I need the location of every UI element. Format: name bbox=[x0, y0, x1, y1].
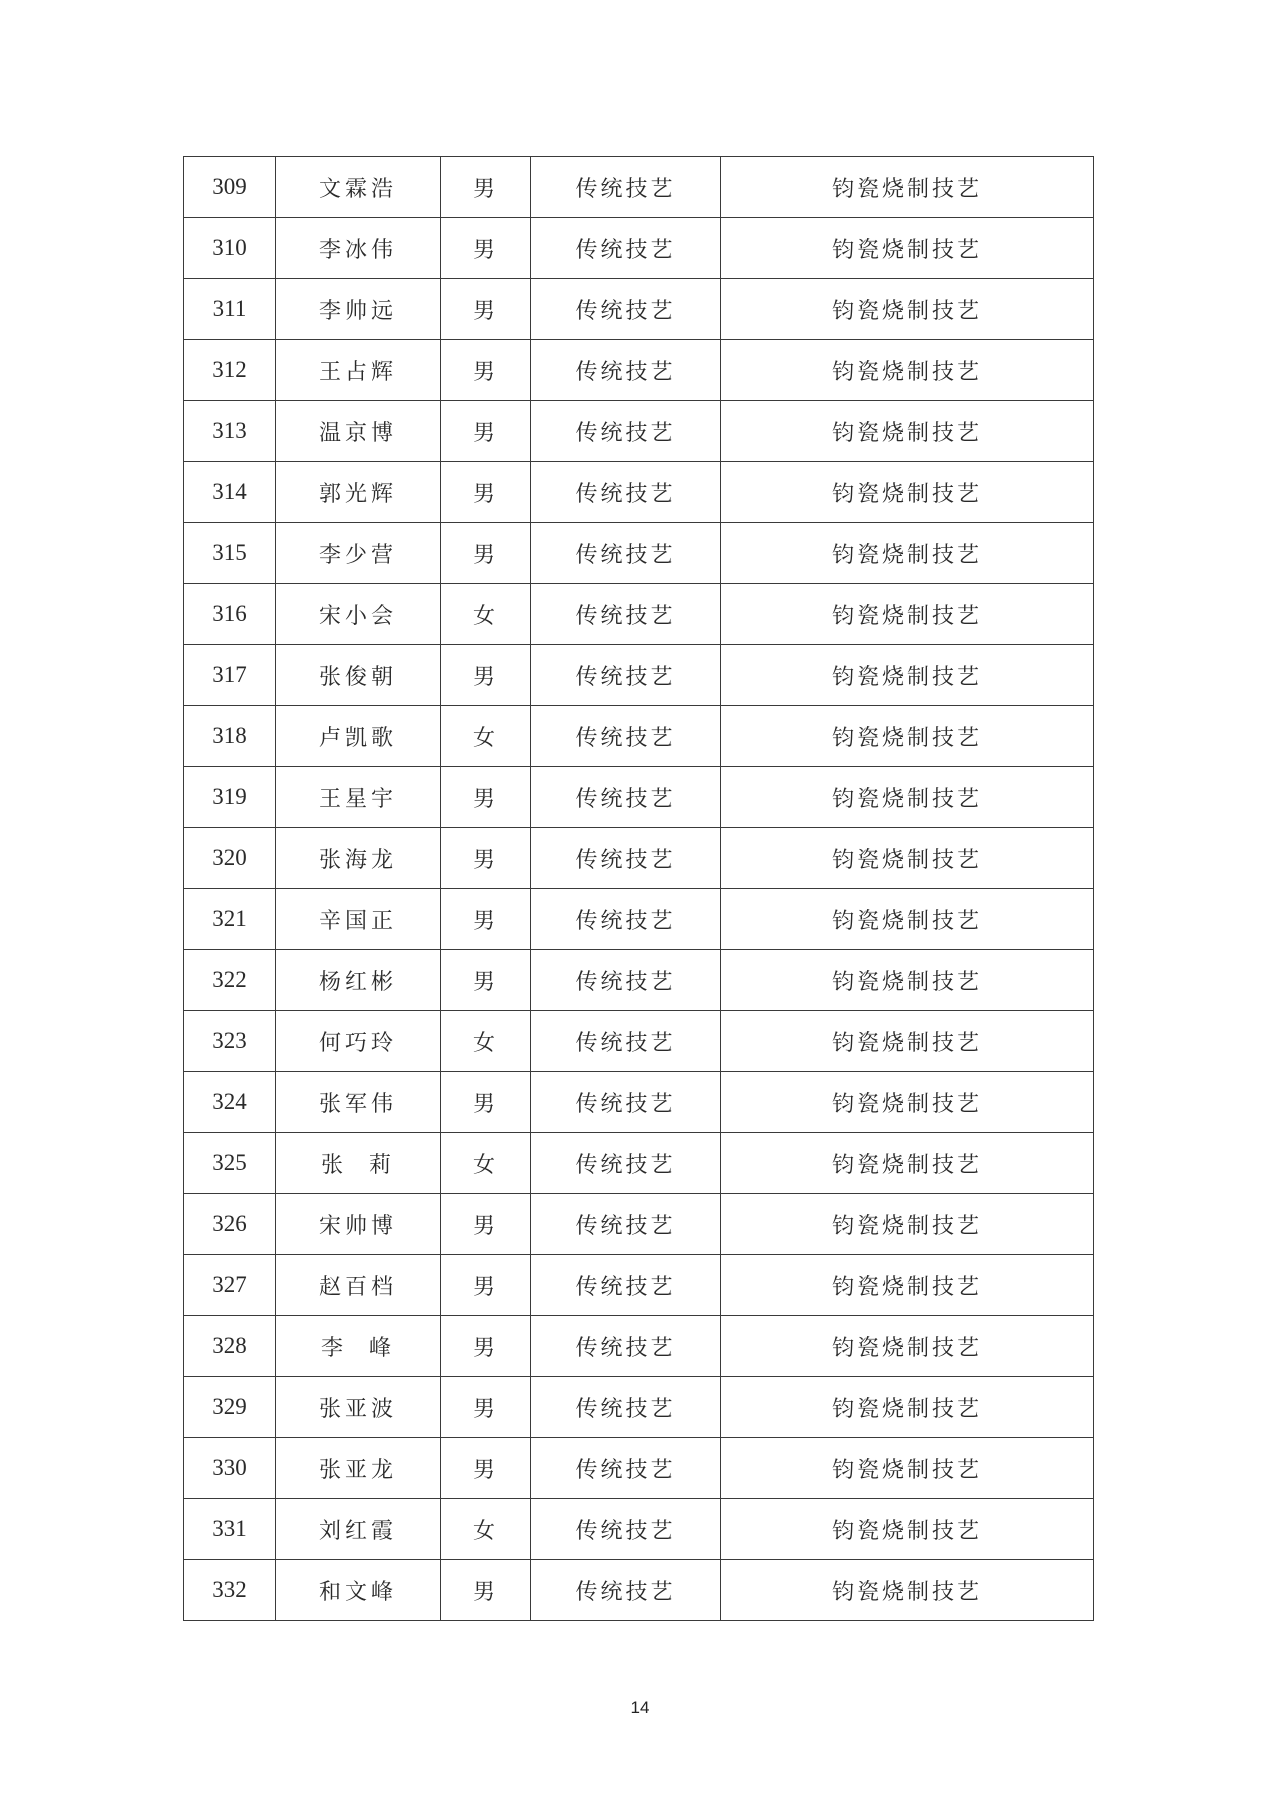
project-cell: 钧瓷烧制技艺 bbox=[721, 157, 1094, 218]
project-cell: 钧瓷烧制技艺 bbox=[721, 401, 1094, 462]
gender-cell: 男 bbox=[441, 1316, 531, 1377]
name-cell: 李少营 bbox=[276, 523, 441, 584]
table-row bbox=[184, 279, 1094, 340]
category-cell: 传统技艺 bbox=[531, 401, 721, 462]
table-row bbox=[184, 889, 1094, 950]
row-number-cell: 332 bbox=[184, 1560, 276, 1621]
category-cell: 传统技艺 bbox=[531, 462, 721, 523]
row-number-cell: 322 bbox=[184, 950, 276, 1011]
project-cell: 钧瓷烧制技艺 bbox=[721, 1499, 1094, 1560]
row-number-cell: 309 bbox=[184, 157, 276, 218]
project-cell: 钧瓷烧制技艺 bbox=[721, 1560, 1094, 1621]
category-cell: 传统技艺 bbox=[531, 279, 721, 340]
category-cell: 传统技艺 bbox=[531, 767, 721, 828]
project-cell: 钧瓷烧制技艺 bbox=[721, 767, 1094, 828]
row-number-cell: 312 bbox=[184, 340, 276, 401]
gender-cell: 男 bbox=[441, 1377, 531, 1438]
project-cell: 钧瓷烧制技艺 bbox=[721, 340, 1094, 401]
table-row bbox=[184, 1255, 1094, 1316]
name-cell: 张 莉 bbox=[276, 1133, 441, 1194]
category-cell: 传统技艺 bbox=[531, 706, 721, 767]
gender-cell: 女 bbox=[441, 706, 531, 767]
name-cell: 郭光辉 bbox=[276, 462, 441, 523]
category-cell: 传统技艺 bbox=[531, 157, 721, 218]
row-number-cell: 315 bbox=[184, 523, 276, 584]
row-number-cell: 329 bbox=[184, 1377, 276, 1438]
project-cell: 钧瓷烧制技艺 bbox=[721, 584, 1094, 645]
name-cell: 李 峰 bbox=[276, 1316, 441, 1377]
row-number-cell: 313 bbox=[184, 401, 276, 462]
project-cell: 钧瓷烧制技艺 bbox=[721, 523, 1094, 584]
name-cell: 文霖浩 bbox=[276, 157, 441, 218]
gender-cell: 男 bbox=[441, 889, 531, 950]
category-cell: 传统技艺 bbox=[531, 1560, 721, 1621]
table-row bbox=[184, 523, 1094, 584]
row-number-cell: 314 bbox=[184, 462, 276, 523]
gender-cell: 男 bbox=[441, 462, 531, 523]
row-number-cell: 311 bbox=[184, 279, 276, 340]
gender-cell: 女 bbox=[441, 1011, 531, 1072]
gender-cell: 男 bbox=[441, 218, 531, 279]
name-cell: 张军伟 bbox=[276, 1072, 441, 1133]
row-number-cell: 321 bbox=[184, 889, 276, 950]
name-cell: 卢凯歌 bbox=[276, 706, 441, 767]
project-cell: 钧瓷烧制技艺 bbox=[721, 1255, 1094, 1316]
gender-cell: 男 bbox=[441, 1072, 531, 1133]
category-cell: 传统技艺 bbox=[531, 1011, 721, 1072]
name-cell: 张海龙 bbox=[276, 828, 441, 889]
project-cell: 钧瓷烧制技艺 bbox=[721, 1133, 1094, 1194]
gender-cell: 男 bbox=[441, 950, 531, 1011]
table-row bbox=[184, 767, 1094, 828]
table-row bbox=[184, 218, 1094, 279]
inheritor-roster-table bbox=[183, 156, 1094, 1621]
project-cell: 钧瓷烧制技艺 bbox=[721, 218, 1094, 279]
gender-cell: 男 bbox=[441, 279, 531, 340]
table-row bbox=[184, 340, 1094, 401]
name-cell: 张亚波 bbox=[276, 1377, 441, 1438]
row-number-cell: 327 bbox=[184, 1255, 276, 1316]
category-cell: 传统技艺 bbox=[531, 523, 721, 584]
project-cell: 钧瓷烧制技艺 bbox=[721, 1377, 1094, 1438]
category-cell: 传统技艺 bbox=[531, 1499, 721, 1560]
row-number-cell: 330 bbox=[184, 1438, 276, 1499]
project-cell: 钧瓷烧制技艺 bbox=[721, 828, 1094, 889]
category-cell: 传统技艺 bbox=[531, 1255, 721, 1316]
name-cell: 温京博 bbox=[276, 401, 441, 462]
category-cell: 传统技艺 bbox=[531, 584, 721, 645]
category-cell: 传统技艺 bbox=[531, 1194, 721, 1255]
table-row bbox=[184, 950, 1094, 1011]
name-cell: 王星宇 bbox=[276, 767, 441, 828]
table-row bbox=[184, 1072, 1094, 1133]
category-cell: 传统技艺 bbox=[531, 950, 721, 1011]
gender-cell: 男 bbox=[441, 1438, 531, 1499]
name-cell: 辛国正 bbox=[276, 889, 441, 950]
table-row bbox=[184, 157, 1094, 218]
name-cell: 杨红彬 bbox=[276, 950, 441, 1011]
table-row bbox=[184, 1316, 1094, 1377]
gender-cell: 男 bbox=[441, 401, 531, 462]
project-cell: 钧瓷烧制技艺 bbox=[721, 706, 1094, 767]
row-number-cell: 323 bbox=[184, 1011, 276, 1072]
gender-cell: 男 bbox=[441, 767, 531, 828]
table-row bbox=[184, 1377, 1094, 1438]
gender-cell: 女 bbox=[441, 584, 531, 645]
row-number-cell: 328 bbox=[184, 1316, 276, 1377]
project-cell: 钧瓷烧制技艺 bbox=[721, 1316, 1094, 1377]
row-number-cell: 318 bbox=[184, 706, 276, 767]
name-cell: 李帅远 bbox=[276, 279, 441, 340]
project-cell: 钧瓷烧制技艺 bbox=[721, 1194, 1094, 1255]
category-cell: 传统技艺 bbox=[531, 1377, 721, 1438]
gender-cell: 女 bbox=[441, 1133, 531, 1194]
gender-cell: 男 bbox=[441, 340, 531, 401]
project-cell: 钧瓷烧制技艺 bbox=[721, 1438, 1094, 1499]
project-cell: 钧瓷烧制技艺 bbox=[721, 462, 1094, 523]
table-row bbox=[184, 1194, 1094, 1255]
name-cell: 何巧玲 bbox=[276, 1011, 441, 1072]
name-cell: 赵百档 bbox=[276, 1255, 441, 1316]
category-cell: 传统技艺 bbox=[531, 1438, 721, 1499]
row-number-cell: 317 bbox=[184, 645, 276, 706]
category-cell: 传统技艺 bbox=[531, 340, 721, 401]
category-cell: 传统技艺 bbox=[531, 1072, 721, 1133]
category-cell: 传统技艺 bbox=[531, 889, 721, 950]
row-number-cell: 310 bbox=[184, 218, 276, 279]
category-cell: 传统技艺 bbox=[531, 645, 721, 706]
category-cell: 传统技艺 bbox=[531, 828, 721, 889]
gender-cell: 男 bbox=[441, 1255, 531, 1316]
row-number-cell: 325 bbox=[184, 1133, 276, 1194]
name-cell: 张亚龙 bbox=[276, 1438, 441, 1499]
row-number-cell: 320 bbox=[184, 828, 276, 889]
gender-cell: 男 bbox=[441, 157, 531, 218]
table-row bbox=[184, 584, 1094, 645]
table-row bbox=[184, 401, 1094, 462]
name-cell: 刘红霞 bbox=[276, 1499, 441, 1560]
gender-cell: 男 bbox=[441, 1194, 531, 1255]
project-cell: 钧瓷烧制技艺 bbox=[721, 1072, 1094, 1133]
gender-cell: 男 bbox=[441, 523, 531, 584]
category-cell: 传统技艺 bbox=[531, 1316, 721, 1377]
table-row bbox=[184, 462, 1094, 523]
category-cell: 传统技艺 bbox=[531, 1133, 721, 1194]
category-cell: 传统技艺 bbox=[531, 218, 721, 279]
table-row bbox=[184, 1438, 1094, 1499]
name-cell: 宋帅博 bbox=[276, 1194, 441, 1255]
page-number: 14 bbox=[630, 1698, 650, 1717]
name-cell: 宋小会 bbox=[276, 584, 441, 645]
roster-table-body bbox=[184, 157, 1094, 1621]
table-row bbox=[184, 1560, 1094, 1621]
project-cell: 钧瓷烧制技艺 bbox=[721, 1011, 1094, 1072]
name-cell: 李冰伟 bbox=[276, 218, 441, 279]
name-cell: 和文峰 bbox=[276, 1560, 441, 1621]
row-number-cell: 331 bbox=[184, 1499, 276, 1560]
project-cell: 钧瓷烧制技艺 bbox=[721, 950, 1094, 1011]
name-cell: 王占辉 bbox=[276, 340, 441, 401]
name-cell: 张俊朝 bbox=[276, 645, 441, 706]
gender-cell: 男 bbox=[441, 1560, 531, 1621]
table-row bbox=[184, 1011, 1094, 1072]
row-number-cell: 324 bbox=[184, 1072, 276, 1133]
project-cell: 钧瓷烧制技艺 bbox=[721, 645, 1094, 706]
project-cell: 钧瓷烧制技艺 bbox=[721, 889, 1094, 950]
table-row bbox=[184, 828, 1094, 889]
project-cell: 钧瓷烧制技艺 bbox=[721, 279, 1094, 340]
gender-cell: 男 bbox=[441, 828, 531, 889]
gender-cell: 女 bbox=[441, 1499, 531, 1560]
row-number-cell: 319 bbox=[184, 767, 276, 828]
row-number-cell: 326 bbox=[184, 1194, 276, 1255]
row-number-cell: 316 bbox=[184, 584, 276, 645]
gender-cell: 男 bbox=[441, 645, 531, 706]
table-row bbox=[184, 1133, 1094, 1194]
table-row bbox=[184, 645, 1094, 706]
table-row bbox=[184, 706, 1094, 767]
table-row bbox=[184, 1499, 1094, 1560]
